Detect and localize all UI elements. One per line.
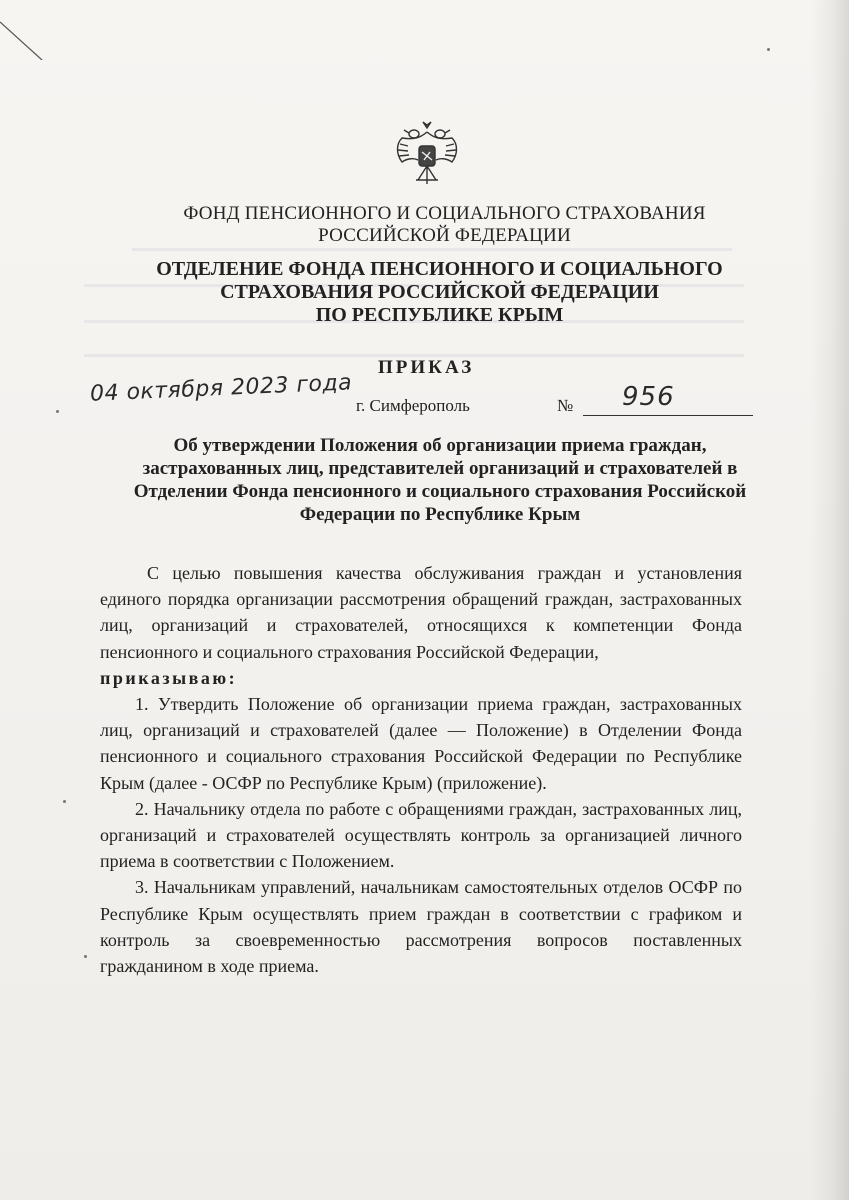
order-title: ПРИКАЗ bbox=[378, 357, 475, 378]
order-number-sign: № bbox=[557, 396, 574, 415]
scan-speck bbox=[56, 410, 59, 413]
order-number-underline bbox=[583, 415, 753, 416]
fund-name bbox=[0, 203, 849, 247]
order-item-2: 2. Начальнику отдела по работе с обращениями граждан, застрахованных лиц, организаций и страхователей осуществлять контроль за организацией личного приема в соответствии с Положением. bbox=[100, 798, 742, 872]
order-word: приказываю: bbox=[100, 667, 238, 688]
fund-name-line1: ФОНД ПЕНСИОННОГО И СОЦИАЛЬНОГО СТРАХОВАНИЯ bbox=[183, 203, 706, 224]
subject-line4: Федерации по Республике Крым bbox=[299, 504, 581, 525]
branch-name-line1: ОТДЕЛЕНИЕ ФОНДА ПЕНСИОННОГО И СОЦИАЛЬНОГО bbox=[156, 258, 723, 280]
branch-name-line3: ПО РЕСПУБЛИКЕ КРЫМ bbox=[315, 304, 564, 326]
scan-speck bbox=[63, 800, 66, 803]
order-city: г. Симферополь bbox=[356, 396, 470, 415]
scan-speck bbox=[767, 48, 770, 51]
double-headed-eagle-icon bbox=[392, 118, 462, 190]
order-body bbox=[100, 560, 742, 979]
intro-paragraph bbox=[100, 560, 742, 691]
subject-line1: Об утверждении Положения об организации приема граждан, bbox=[173, 435, 707, 456]
order-subject bbox=[100, 434, 780, 526]
subject-line2: застрахованных лиц, представителей организаций и страхователей в bbox=[142, 458, 738, 479]
scan-speck bbox=[84, 955, 87, 958]
branch-name-line2: СТРАХОВАНИЯ РОССИЙСКОЙ ФЕДЕРАЦИИ bbox=[220, 281, 659, 303]
page-shadow-edge bbox=[809, 0, 849, 1200]
subject-line3: Отделении Фонда пенсионного и социального страхования Российской bbox=[133, 481, 747, 502]
order-item-3: 3. Начальникам управлений, начальникам самостоятельных отделов ОСФР по Республике Крым осуществлять прием граждан в соответствии с графиком и контроль за своевременностью рассмотрения вопросов поставленных гражданином в ходе приема. bbox=[100, 877, 742, 977]
corner-crease bbox=[0, 0, 60, 60]
intro-text: С целью повышения качества обслуживания граждан и установления единого порядка организации рассмотрения обращений граждан, застрахованных лиц, организаций и страхователей, относящихся к компетенции Фонда пенсионного и социального страхования Российской Федерации, bbox=[100, 563, 742, 662]
fund-name-line2: РОССИЙСКОЙ ФЕДЕРАЦИИ bbox=[318, 225, 571, 246]
branch-name bbox=[0, 258, 849, 327]
order-item-1: 1. Утвердить Положение об организации приема граждан, застрахованных лиц, организаций и страхователей (далее — Положение) в Отделении Фонда пенсионного и социального страхования Российской Федерации по Республике Крым (далее - ОСФР по Республике Крым) (приложение). bbox=[100, 694, 742, 793]
handwritten-date: 04 октября 2023 года bbox=[89, 370, 353, 407]
handwritten-order-number: 956 bbox=[622, 382, 675, 412]
